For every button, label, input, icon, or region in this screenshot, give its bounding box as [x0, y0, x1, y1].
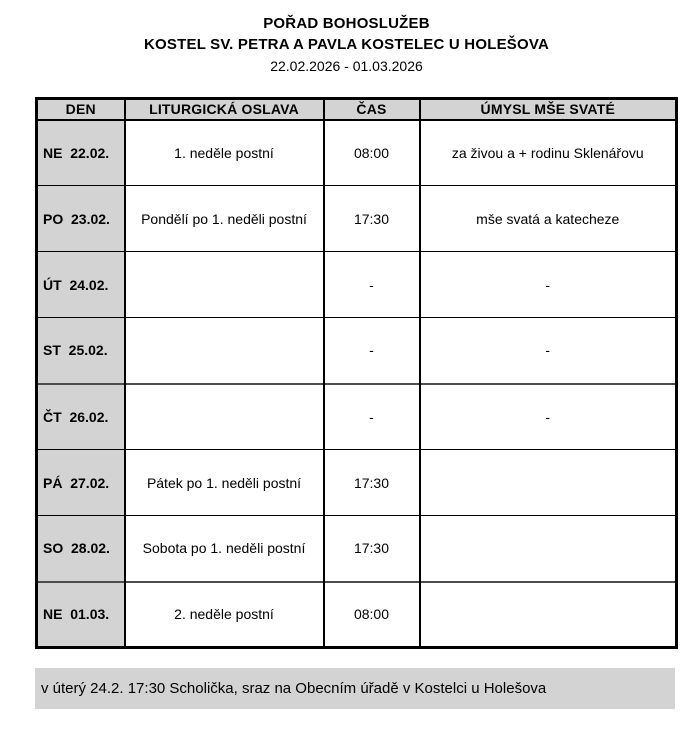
cell-intention: - — [420, 318, 677, 384]
cell-intention: mše svatá a katecheze — [420, 186, 677, 252]
table-row — [37, 186, 677, 252]
table-header-row — [37, 99, 677, 120]
table-row — [37, 384, 677, 450]
column-header-liturgicka-oslava: LITURGICKÁ OSLAVA — [125, 99, 324, 120]
cell-day: SO 28.02. — [37, 516, 125, 582]
cell-liturgy — [125, 384, 324, 450]
cell-day: ČT 26.02. — [37, 384, 125, 450]
table-row — [37, 582, 677, 648]
schedule-table — [35, 97, 678, 649]
cell-day: ÚT 24.02. — [37, 252, 125, 318]
cell-intention: za živou a + rodinu Sklenářovu — [420, 120, 677, 186]
table-row — [37, 120, 677, 186]
column-header-den: DEN — [37, 99, 125, 120]
cell-liturgy: 1. neděle postní — [125, 120, 324, 186]
cell-liturgy: Pondělí po 1. neděli postní — [125, 186, 324, 252]
table-row — [37, 318, 677, 384]
page-title: POŘAD BOHOSLUŽEB — [263, 15, 430, 32]
cell-time: 08:00 — [324, 582, 420, 648]
cell-time: - — [324, 384, 420, 450]
cell-liturgy — [125, 318, 324, 384]
date-range: 22.02.2026 - 01.03.2026 — [270, 58, 423, 74]
cell-day: NE 22.02. — [37, 120, 125, 186]
cell-liturgy: 2. neděle postní — [125, 582, 324, 648]
cell-time: 08:00 — [324, 120, 420, 186]
cell-time: - — [324, 252, 420, 318]
table-row — [37, 252, 677, 318]
cell-day: NE 01.03. — [37, 582, 125, 648]
cell-time: 17:30 — [324, 516, 420, 582]
cell-time: 17:30 — [324, 450, 420, 516]
column-header-cas: ČAS — [324, 99, 420, 120]
cell-intention: - — [420, 384, 677, 450]
cell-intention: - — [420, 252, 677, 318]
cell-intention — [420, 516, 677, 582]
cell-liturgy: Sobota po 1. neděli postní — [125, 516, 324, 582]
cell-liturgy: Pátek po 1. neděli postní — [125, 450, 324, 516]
footer-note: v úterý 24.2. 17:30 Scholička, sraz na Obecním úřadě v Kostelci u Holešova — [41, 680, 547, 697]
column-header-umysl: ÚMYSL MŠE SVATÉ — [420, 99, 677, 120]
cell-liturgy — [125, 252, 324, 318]
document-header — [0, 0, 693, 76]
cell-intention — [420, 450, 677, 516]
footer-note-box — [35, 668, 675, 709]
cell-time: 17:30 — [324, 186, 420, 252]
cell-day: PÁ 27.02. — [37, 450, 125, 516]
page-subtitle: KOSTEL SV. PETRA A PAVLA KOSTELEC U HOLEŠOVA — [144, 36, 549, 53]
cell-intention — [420, 582, 677, 648]
table-row — [37, 516, 677, 582]
cell-day: PO 23.02. — [37, 186, 125, 252]
table-row — [37, 450, 677, 516]
cell-time: - — [324, 318, 420, 384]
cell-day: ST 25.02. — [37, 318, 125, 384]
